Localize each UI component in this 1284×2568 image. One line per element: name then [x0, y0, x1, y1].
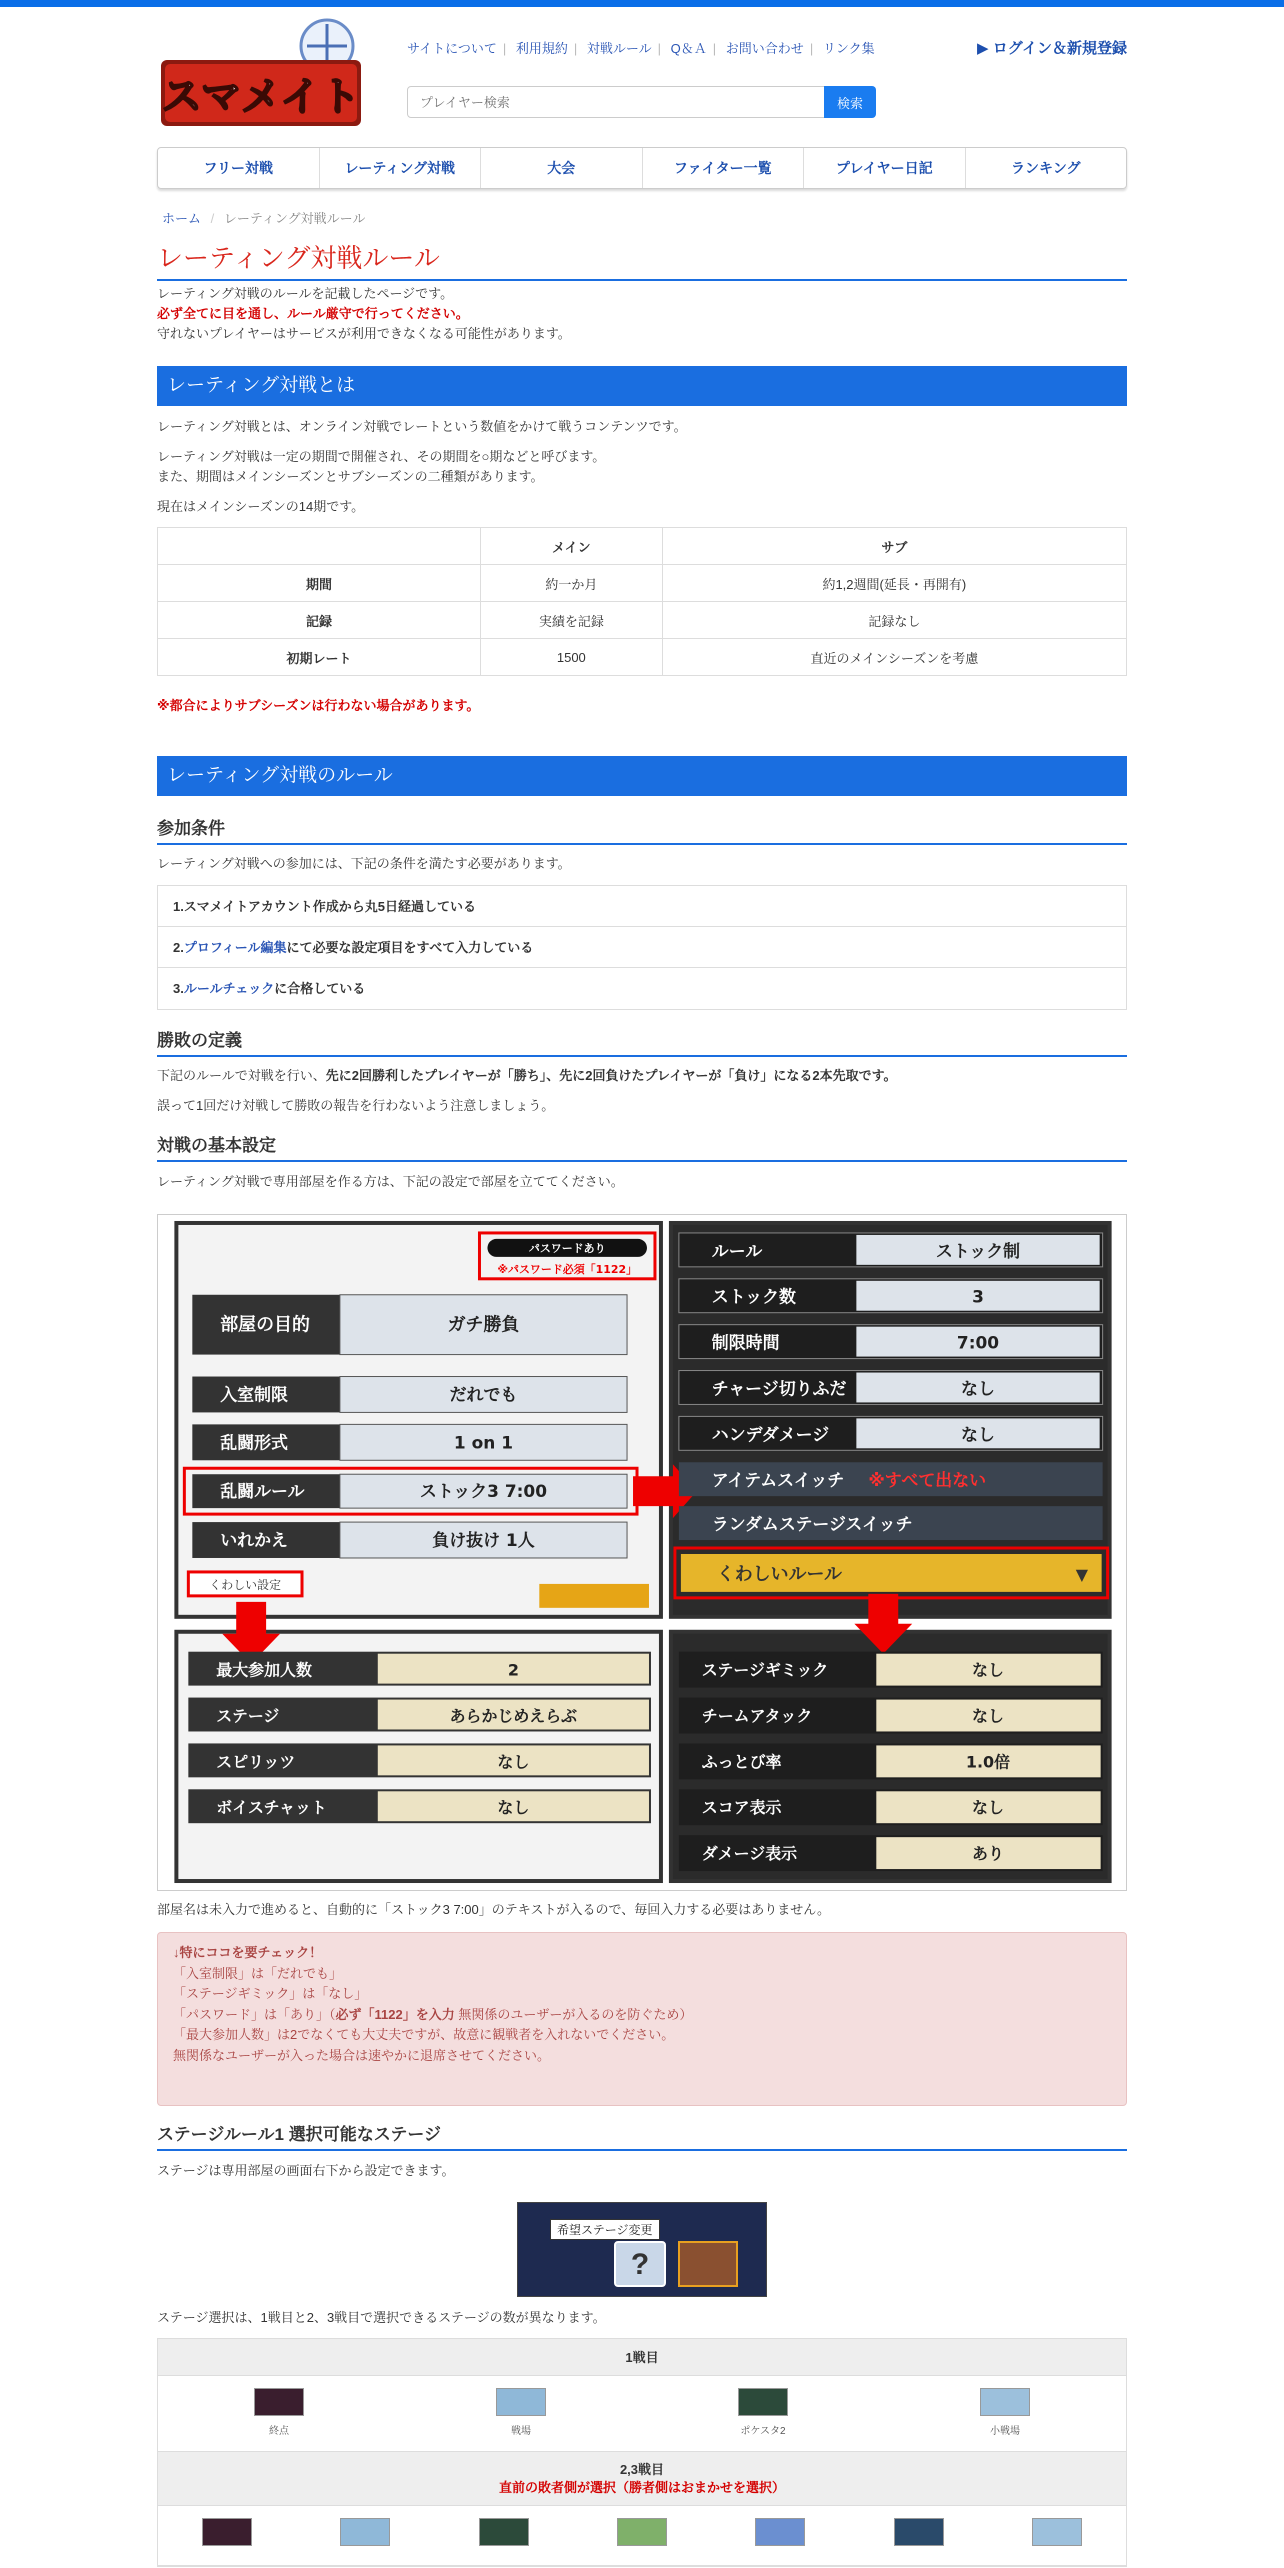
- win-title: 勝敗の定義: [157, 1026, 1127, 1057]
- breadcrumb: [162, 208, 365, 227]
- table-cell: 約1,2週間(延長・再開有): [662, 565, 1126, 602]
- password-label: パスワードあり: [528, 1241, 606, 1255]
- stage-cell[interactable]: [158, 2376, 400, 2451]
- setting-value: なし: [497, 1798, 530, 1818]
- main-nav: [157, 147, 1127, 189]
- stage-cell[interactable]: [158, 2506, 296, 2565]
- breadcrumb-separator: /: [210, 211, 215, 226]
- setting-key: 部屋の目的: [220, 1314, 310, 1336]
- stage-cell[interactable]: [988, 2506, 1126, 2565]
- setting-value: 7:00: [956, 1332, 1000, 1353]
- stage-name: 戦場: [511, 2426, 531, 2437]
- setting-value: なし: [961, 1378, 995, 1399]
- stage-cell[interactable]: [849, 2506, 987, 2565]
- list-item: [158, 968, 1126, 1009]
- table-header: メイン: [481, 528, 663, 565]
- stage-image: [254, 2388, 304, 2416]
- table-cell: 初期レート: [158, 639, 481, 676]
- about-p1: レーティング対戦とは、オンライン対戦でレートという数値をかけて戦うコンテンツです。: [157, 419, 687, 434]
- nav-rating-battle[interactable]: レーティング対戦: [320, 148, 482, 188]
- setting-value: なし: [961, 1424, 995, 1445]
- table-row: [158, 2506, 1126, 2566]
- setting-value: あらかじめえらぶ: [449, 1706, 578, 1726]
- stage-cell[interactable]: [884, 2376, 1126, 2451]
- cond2-text: にて必要な設定項目をすべて入力している: [286, 940, 534, 955]
- alert-line: 「ステージギミック」は「なし」: [173, 1986, 368, 2001]
- stage-image: [202, 2518, 252, 2546]
- stage-change-image: [517, 2202, 767, 2297]
- table-header: サブ: [662, 528, 1126, 565]
- win-p1: [157, 1066, 897, 1086]
- setting-key: ルール: [711, 1240, 763, 1261]
- setting-key: 入室制限: [220, 1384, 288, 1405]
- stage-cell[interactable]: [435, 2506, 573, 2565]
- logo-text: スマメイト: [161, 74, 361, 120]
- win-p2: 誤って1回だけ対戦して勝敗の報告を行わないよう注意しましょう。: [157, 1098, 555, 1113]
- about-p2a: レーティング対戦は一定の期間で開催され、その期間を○期などと呼びます。: [157, 449, 606, 464]
- stage-cell[interactable]: [296, 2506, 434, 2565]
- table-cell: 記録なし: [662, 602, 1126, 639]
- nav-player-diary[interactable]: プレイヤー日記: [804, 148, 966, 188]
- setting-key: ボイスチャット: [216, 1798, 327, 1818]
- intro-line-1: レーティング対戦のルールを記載したページです。: [157, 286, 454, 301]
- intro-line-3: 守れないプレイヤーはサービスが利用できなくなる可能性があります。: [157, 326, 571, 341]
- intro-text: [157, 284, 571, 344]
- profile-edit-link[interactable]: プロフィール編集: [183, 940, 287, 955]
- setting-key: ストック数: [711, 1286, 796, 1307]
- room-settings-image: [157, 1214, 1127, 1891]
- setting-key: ハンデダメージ: [711, 1424, 830, 1445]
- join-title: 参加条件: [157, 814, 1127, 845]
- setting-value: 1 on 1: [453, 1432, 514, 1453]
- alert-l3c: 無関係のユーザーが入るのを防ぐため）: [454, 2006, 693, 2022]
- rule-check-link[interactable]: ルールチェック: [183, 981, 275, 996]
- setting-key: チームアタック: [701, 1706, 813, 1726]
- setting-key: 最大参加人数: [216, 1660, 312, 1680]
- stage-cell[interactable]: [642, 2376, 884, 2451]
- link-contact[interactable]: お問い合わせ: [725, 41, 804, 56]
- nav-free-battle[interactable]: フリー対戦: [158, 148, 320, 188]
- stage-rule-title: ステージルール1 選択可能なステージ: [157, 2120, 1127, 2151]
- search-button[interactable]: 検索: [824, 86, 876, 118]
- table-cell: 直近のメインシーズンを考慮: [662, 639, 1126, 676]
- table-header: [158, 528, 481, 565]
- item-switch-label: アイテムスイッチ: [711, 1470, 845, 1491]
- table-cell: 期間: [158, 565, 481, 602]
- alert-l3a: 「パスワード」は「あり」（: [173, 2006, 336, 2022]
- basic-title: 対戦の基本設定: [157, 1131, 1127, 1162]
- stage-switch-label: ランダムステージスイッチ: [711, 1514, 913, 1535]
- section-title-about: レーティング対戦とは: [157, 366, 1127, 406]
- win-p1a: 下記のルールで対戦を行い、: [157, 1068, 326, 1083]
- setting-key: いれかえ: [220, 1530, 288, 1551]
- table-row: [158, 2376, 1126, 2452]
- intro-warning: 必ず全てに目を通し、ルール厳守で行ってください。: [157, 306, 469, 321]
- stage-name: 小戦場: [990, 2426, 1020, 2437]
- stage-thumbnail: [678, 2241, 738, 2287]
- link-rules[interactable]: 対戦ルール: [586, 41, 652, 56]
- about-p3: 現在はメインシーズンの14期です。: [157, 499, 365, 514]
- setting-key: ふっとび率: [701, 1752, 782, 1772]
- table-cell: 約一か月: [481, 565, 663, 602]
- table-row: [158, 639, 1127, 676]
- stage-name: 終点: [269, 2426, 289, 2437]
- header-links: サイトについて | 利用規約 | 対戦ルール | Q＆Ａ | お問い合わせ | リンク集: [407, 41, 875, 56]
- player-search-input[interactable]: [407, 86, 825, 118]
- table-row: [158, 565, 1127, 602]
- win-p1b: 先に2回勝利したプレイヤーが「勝ち」、先に2回負けたプレイヤーが「負け」になる2本先取です。: [325, 1068, 897, 1083]
- setting-key: ステージ: [216, 1706, 280, 1726]
- alert-title: ↓特にココを要チェック！: [173, 1945, 323, 1960]
- after-image-note: 部屋名は未入力で進めると、自動的に「ストック3 7:00」のテキストが入るので、毎回入力する必要はありません。: [157, 1902, 831, 1917]
- sub-season-note: ※都合によりサブシーズンは行わない場合があります。: [157, 698, 480, 713]
- setting-key: チャージ切りふだ: [711, 1378, 847, 1399]
- stage-name: ポケスタ2: [740, 2426, 786, 2437]
- breadcrumb-current: レーティング対戦ルール: [223, 211, 366, 226]
- game23-header: [158, 2452, 1126, 2506]
- basic-desc: レーティング対戦で専用部屋を作る方は、下記の設定で部屋を立ててください。: [157, 1174, 624, 1189]
- stage-image: [738, 2388, 788, 2416]
- nav-ranking[interactable]: ランキング: [1010, 160, 1081, 176]
- stage-select-note: ステージ選択は、1戦目と2、3戦目で選択できるステージの数が異なります。: [157, 2310, 606, 2325]
- setting-value: ストック3 7:00: [419, 1481, 548, 1502]
- alert-line: 「入室制限」は「だれでも」: [173, 1965, 343, 1981]
- stage-image: [1032, 2518, 1082, 2546]
- setting-value: あり: [972, 1844, 1004, 1864]
- setting-value: 1.0倍: [965, 1752, 1011, 1772]
- cond3-text: に合格している: [274, 981, 366, 996]
- table-cell: 1500: [481, 639, 663, 676]
- nav-tournament[interactable]: 大会: [481, 148, 643, 188]
- stage-image: [340, 2518, 390, 2546]
- stage-image: [496, 2388, 546, 2416]
- setting-value: なし: [972, 1798, 1004, 1818]
- table-row: [158, 528, 1127, 565]
- table-cell: 実績を記録: [481, 602, 663, 639]
- top-accent-bar: [0, 0, 1284, 7]
- setting-value: ガチ勝負: [447, 1314, 520, 1336]
- about-p2: [157, 447, 605, 487]
- detail-rule-label: くわしいルール: [716, 1563, 842, 1585]
- setting-key: ダメージ表示: [701, 1844, 798, 1864]
- stage-image: [617, 2518, 667, 2546]
- setting-value: なし: [497, 1752, 530, 1772]
- stage-image: [894, 2518, 944, 2546]
- setting-value: 3: [972, 1286, 984, 1307]
- join-desc: レーティング対戦への参加には、下記の条件を満たす必要があります。: [157, 856, 571, 871]
- alert-line: 無関係なユーザーが入った場合は速やかに退席させてください。: [173, 2047, 551, 2063]
- link-about[interactable]: サイトについて: [407, 41, 497, 56]
- list-item: [158, 886, 1126, 927]
- right-detail-settings: [679, 1652, 1103, 1871]
- stage-cell[interactable]: [400, 2376, 642, 2451]
- stage-change-label: 希望ステージ変更: [550, 2219, 660, 2240]
- setting-key: スピリッツ: [216, 1752, 296, 1772]
- stage-image: [479, 2518, 529, 2546]
- dropdown-triangle-icon: ▼: [1075, 1564, 1088, 1584]
- alert-line: 「最大参加人数」は2でなくても大丈夫ですが、故意に観戦者を入れないでください。: [173, 2027, 675, 2042]
- game1-header: 1戦目: [158, 2339, 1126, 2376]
- cond3-num: 3.: [173, 981, 184, 996]
- setting-key: ステージギミック: [701, 1660, 829, 1680]
- question-icon: ?: [614, 2241, 666, 2287]
- check-alert: [157, 1932, 1127, 2106]
- breadcrumb-home[interactable]: ホーム: [162, 211, 202, 226]
- setting-value: ストック制: [935, 1240, 1021, 1261]
- stage-cell[interactable]: [711, 2506, 849, 2565]
- link-terms[interactable]: 利用規約: [515, 41, 568, 56]
- stage-image: [980, 2388, 1030, 2416]
- stage-image: [755, 2518, 805, 2546]
- login-register-link[interactable]: ▶ ログイン＆新規登録: [977, 40, 1127, 57]
- game23-title: 2,3戦目: [619, 2462, 665, 2477]
- alert-line: [173, 2005, 1111, 2026]
- setting-value: なし: [972, 1706, 1004, 1726]
- cond1-text: 1.スマメイトアカウント作成から丸5日経過している: [173, 899, 477, 914]
- setting-key: 乱闘ルール: [220, 1481, 305, 1502]
- setting-value: 負け抜け 1人: [432, 1530, 535, 1551]
- page-title: レーティング対戦ルール: [157, 238, 1127, 281]
- link-faq[interactable]: Q＆Ａ: [670, 41, 707, 56]
- setting-key: 制限時間: [711, 1332, 780, 1353]
- join-conditions: [157, 885, 1127, 1010]
- section-title-rules: レーティング対戦のルール: [157, 756, 1127, 796]
- stage-table: [157, 2338, 1127, 2567]
- cond2-num: 2.: [173, 940, 184, 955]
- item-switch-note: ※すべて出ない: [868, 1470, 987, 1491]
- about-p2b: また、期間はメインシーズンとサブシーズンの二種類があります。: [157, 469, 544, 484]
- link-links[interactable]: リンク集: [822, 41, 875, 56]
- table-cell: 記録: [158, 602, 481, 639]
- detail-settings-label: くわしい設定: [209, 1577, 282, 1592]
- setting-value: だれでも: [449, 1384, 518, 1405]
- nav-fighters[interactable]: ファイター一覧: [643, 148, 805, 188]
- stage-cell[interactable]: [573, 2506, 711, 2565]
- table-row: [158, 602, 1127, 639]
- season-table: [157, 527, 1127, 676]
- alert-l3b: 必ず「1122」を入力: [335, 2006, 455, 2022]
- setting-key: 乱闘形式: [220, 1432, 288, 1453]
- site-logo[interactable]: [157, 16, 372, 136]
- setting-value: 2: [507, 1660, 519, 1680]
- setting-value: なし: [972, 1660, 1004, 1680]
- password-note: ※パスワード必須「1122」: [497, 1262, 638, 1276]
- list-item: [158, 927, 1126, 968]
- stage-rule-desc: ステージは専用部屋の画面右下から設定できます。: [157, 2163, 455, 2178]
- game23-note: 直前の敗者側が選択（勝者側はおまかせを選択）: [498, 2480, 785, 2495]
- setting-key: スコア表示: [701, 1798, 782, 1818]
